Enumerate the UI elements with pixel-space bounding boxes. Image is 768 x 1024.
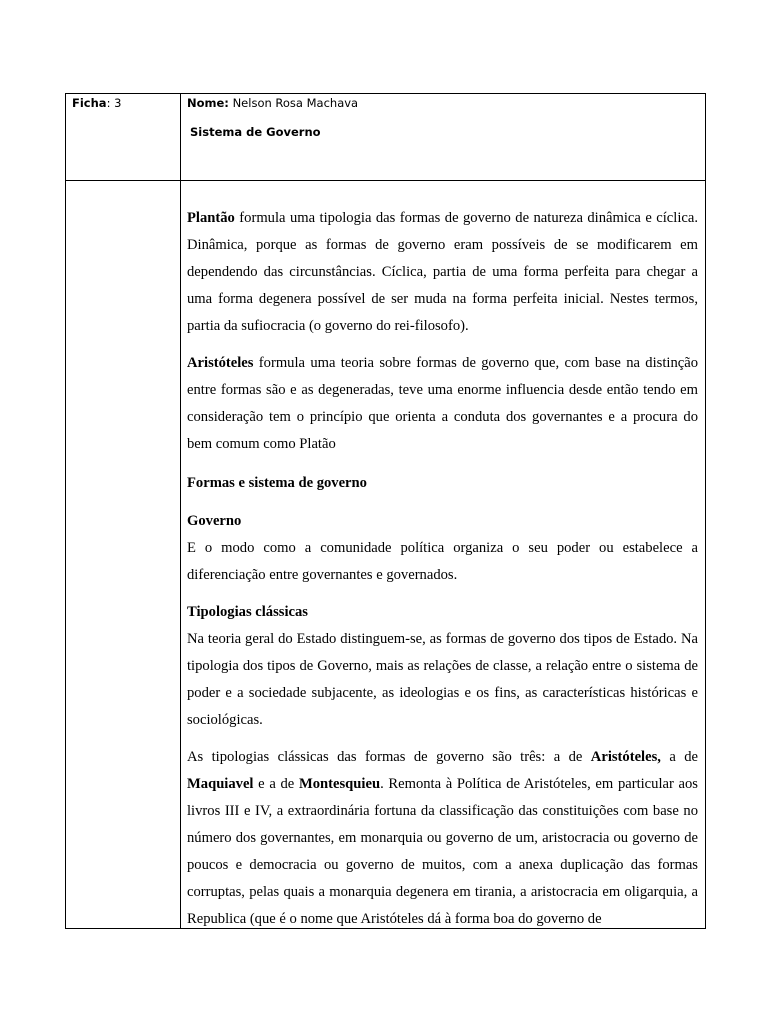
ficha-label: Ficha bbox=[72, 96, 107, 110]
lead-aristoteles: Aristóteles bbox=[187, 355, 254, 371]
paragraph-text: formula uma teoria sobre formas de governo que, com base na distinção entre formas são e as degeneradas, teve uma enorme influencia desde então tendo em consideração tem o princípio que orienta a conduta dos governantes e a procura do bem comum como Platão bbox=[187, 355, 698, 452]
column-divider bbox=[180, 94, 181, 928]
ficha-value: : 3 bbox=[106, 96, 122, 110]
paragraph-tipologias-classicas bbox=[187, 744, 698, 933]
ficha-field bbox=[72, 96, 121, 110]
bold-aristoteles: Aristóteles, bbox=[590, 749, 661, 765]
subject-title: Sistema de Governo bbox=[190, 125, 321, 139]
heading-tipologias: Tipologias clássicas bbox=[187, 604, 308, 620]
text-run: As tipologias clássicas das formas de governo são três: a de bbox=[187, 749, 591, 765]
paragraph-tipologias: Na teoria geral do Estado distinguem-se, as formas de governo dos tipos de Estado. Na tipologia dos tipos de Governo, mais as relações de classe, a relação entre o sistema de poder e a sociedade subjacente, as ideologias e os fins, as características históricas e sociológicas. bbox=[187, 631, 698, 728]
heading-governo: Governo bbox=[187, 513, 242, 529]
paragraph-text: formula uma tipologia das formas de governo de natureza dinâmica e cíclica. Dinâmica, porque as formas de governo eram possíveis de se modificarem em dependendo das circunstâncias. Cíclica, partia de uma forma perfeita para chegar a uma forma degenera possível de ser muda na forma perfeita inicial. Nestes termos, partia da sufiocracia (o governo do rei-filosofo). bbox=[187, 210, 698, 334]
bold-montesquieu: Montesquieu bbox=[298, 776, 381, 792]
paragraph-governo: E o modo como a comunidade política organiza o seu poder ou estabelece a diferenciação entre governantes e governados. bbox=[187, 540, 698, 583]
document-table bbox=[65, 93, 706, 929]
nome-value: Nelson Rosa Machava bbox=[228, 96, 359, 110]
row-divider bbox=[66, 180, 705, 181]
paragraph-platao bbox=[187, 205, 698, 340]
text-run: . Remonta à Política de Aristóteles, em particular aos livros III e IV, a extraordinária fortuna da classificação das constituições com base no número dos governantes, em monarquia ou governo de um, aristocracia ou governo de poucos e democracia ou governo de muitos, com a anexa duplicação das formas corruptas, pelas quais a monarquia degenera em tirania, a aristocracia em oligarquia, a Republica (que é o nome que Aristóteles dá à forma boa do governo de bbox=[187, 776, 698, 927]
heading-formas: Formas e sistema de governo bbox=[187, 475, 367, 491]
paragraph-aristoteles bbox=[187, 350, 698, 458]
text-run: a de bbox=[660, 749, 698, 765]
lead-platao: Plantão bbox=[187, 210, 235, 226]
nome-label: Nome: bbox=[187, 96, 229, 110]
bold-maquiavel: Maquiavel bbox=[187, 776, 254, 792]
nome-field bbox=[187, 96, 358, 110]
text-run: e a de bbox=[253, 776, 299, 792]
document-body bbox=[187, 205, 698, 943]
